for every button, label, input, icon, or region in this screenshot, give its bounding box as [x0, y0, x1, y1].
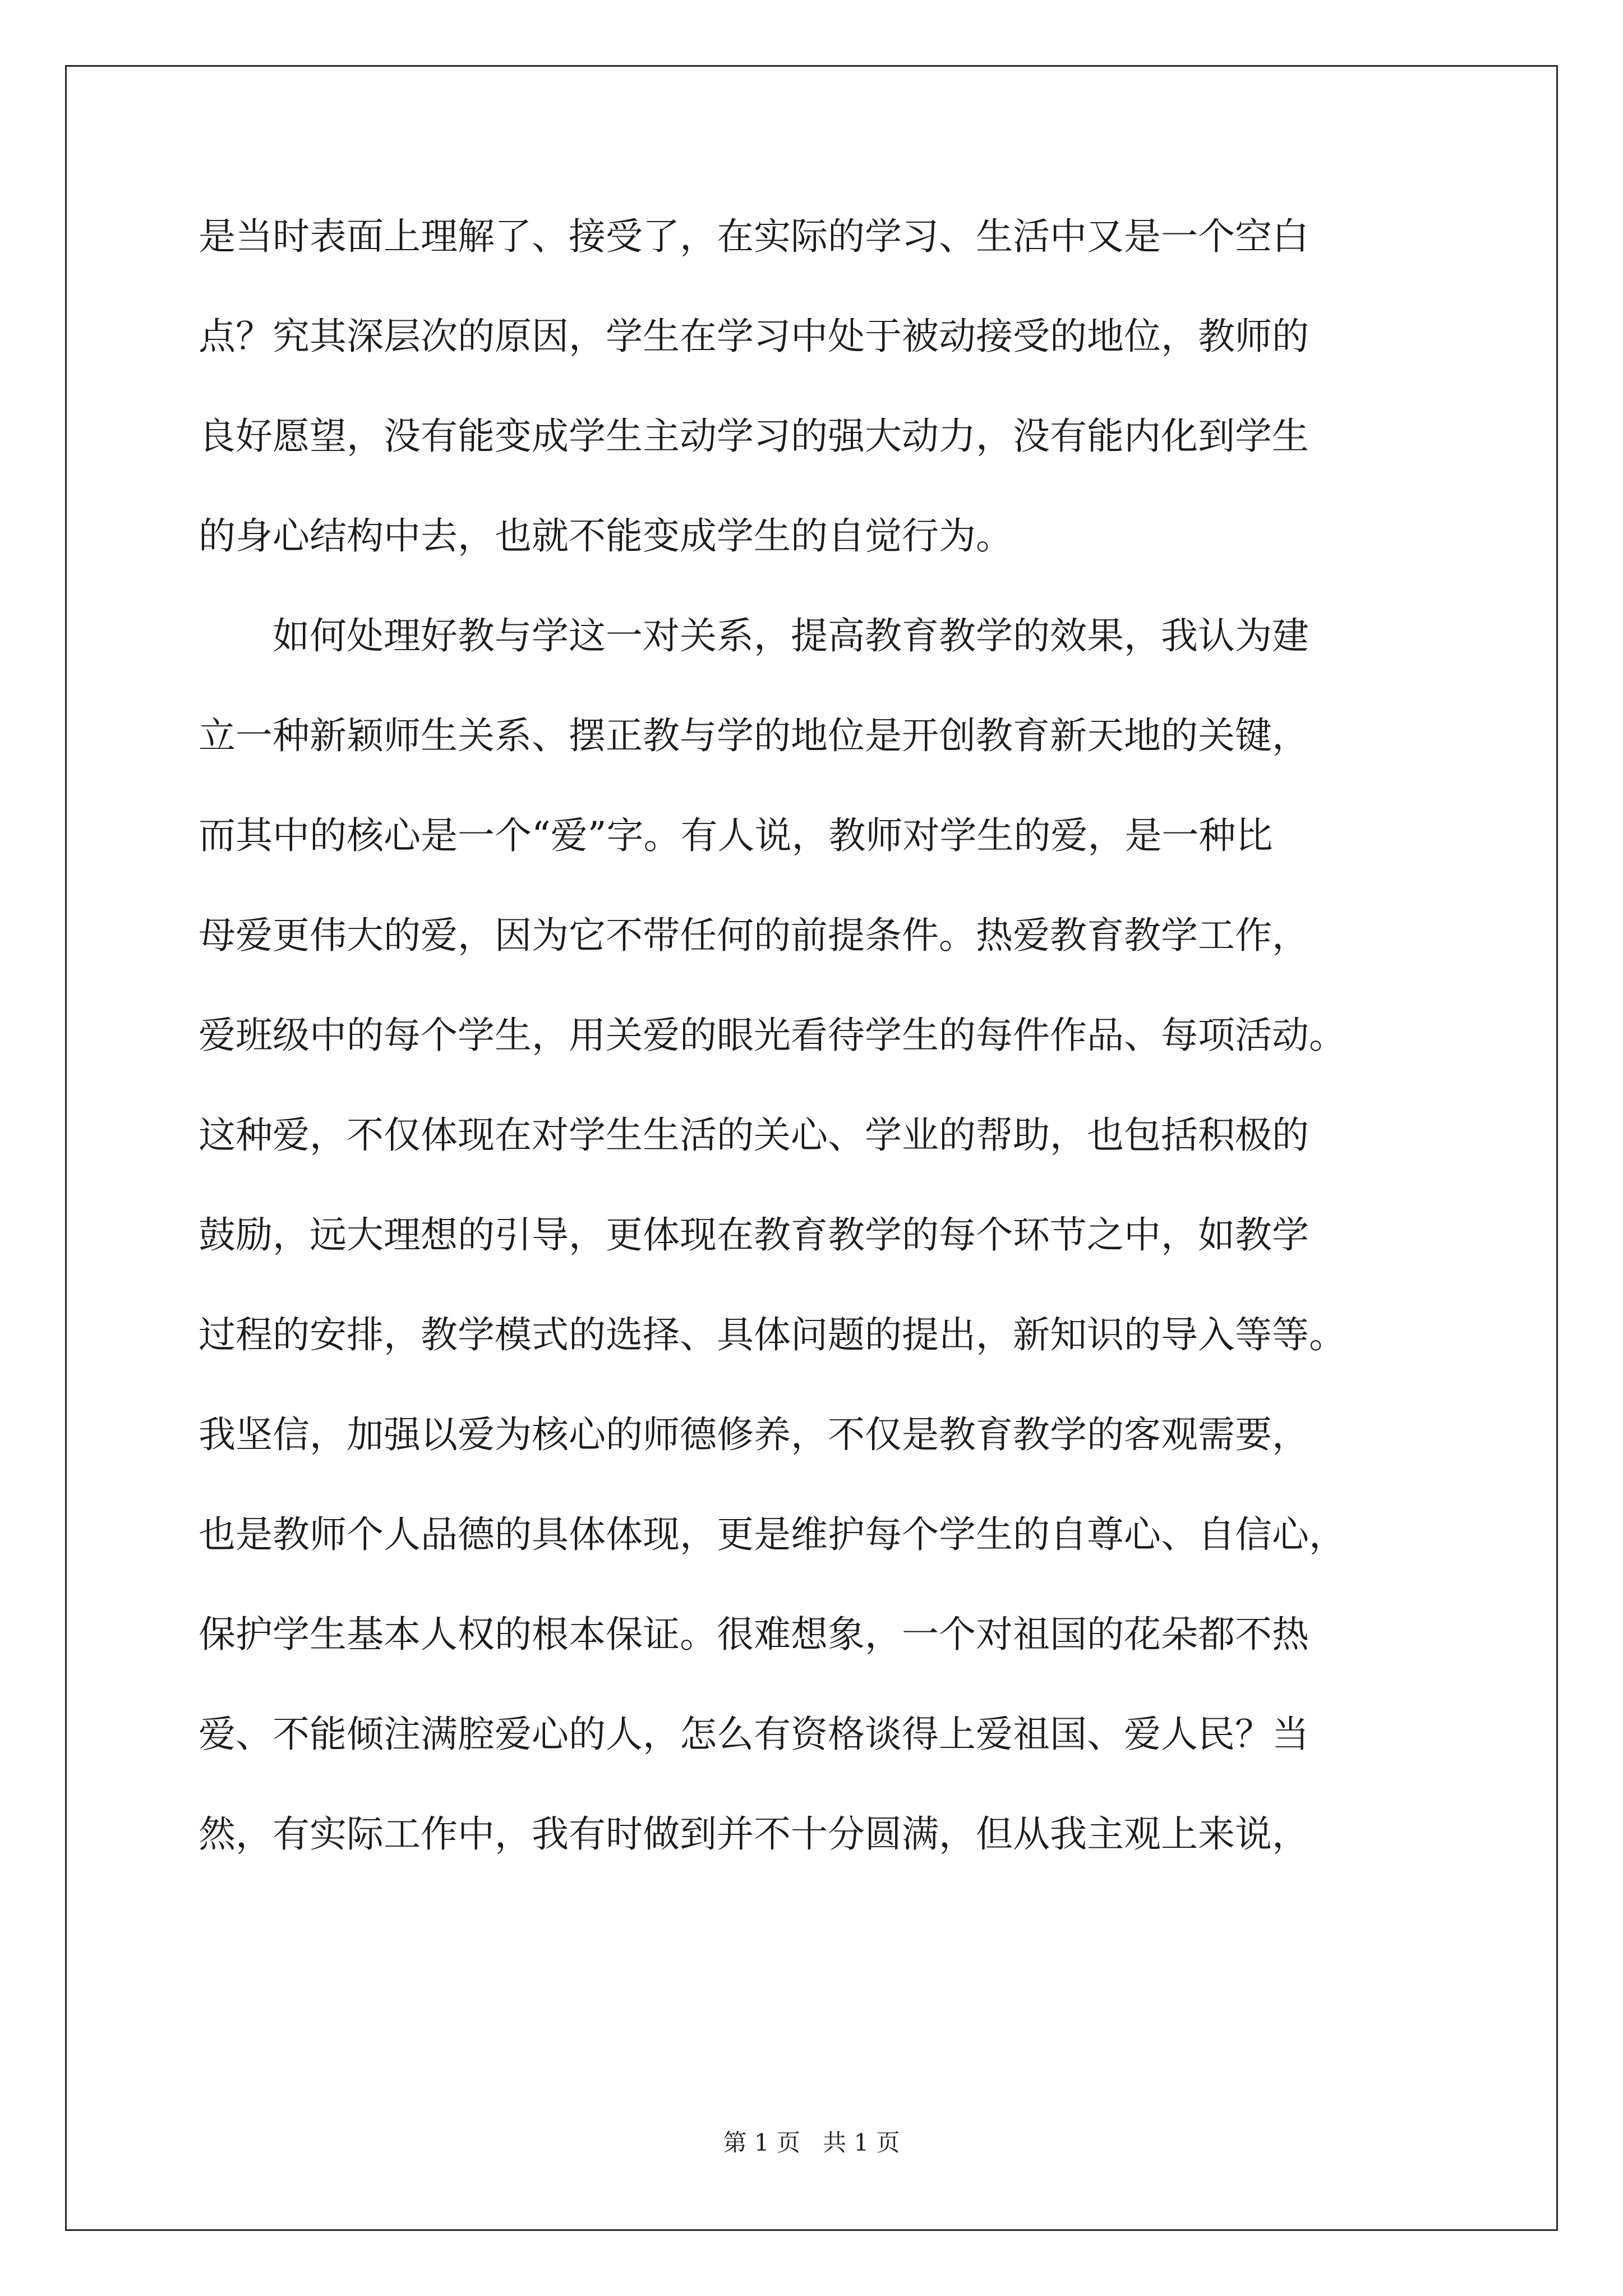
text-line: 然，有实际工作中，我有时做到并不十分圆满，但从我主观上来说， [199, 1812, 1309, 1856]
text-line: 过程的安排，教学模式的选择、具体问题的提出，新知识的导入等等。 [199, 1313, 1346, 1356]
text-line: 鼓励，远大理想的引导，更体现在教育教学的每个环节之中，如教学 [199, 1213, 1309, 1257]
text-line: 是当时表面上理解了、接受了，在实际的学习、生活中又是一个空白 [199, 215, 1309, 258]
text-line: 良好愿望，没有能变成学生主动学习的强大动力，没有能内化到学生 [199, 415, 1309, 458]
text-line: 的身心结构中去，也就不能变成学生的自觉行为。 [199, 514, 1013, 558]
text-line: 保护学生基本人权的根本保证。很难想象，一个对祖国的花朵都不热 [199, 1613, 1309, 1656]
text-line: 点？究其深层次的原因，学生在学习中处于被动接受的地位，教师的 [199, 315, 1309, 358]
text-line: 爱班级中的每个学生，用关爱的眼光看待学生的每件作品、每项活动。 [199, 1014, 1346, 1057]
text-line: 而其中的核心是一个“爱”字。有人说，教师对学生的爱，是一种比 [199, 814, 1273, 857]
text-line: 也是教师个人品德的具体体现，更是维护每个学生的自尊心、自信心， [199, 1513, 1346, 1556]
text-line: 立一种新颖师生关系、摆正教与学的地位是开创教育新天地的关键， [199, 714, 1309, 757]
text-line: 如何处理好教与学这一对关系，提高教育教学的效果，我认为建 [199, 614, 1309, 657]
text-line: 我坚信，加强以爱为核心的师德修养，不仅是教育教学的客观需要， [199, 1413, 1309, 1456]
text-line: 这种爱，不仅体现在对学生生活的关心、学业的帮助，也包括积极的 [199, 1114, 1309, 1157]
text-line: 爱、不能倾注满腔爱心的人，怎么有资格谈得上爱祖国、爱人民？当 [199, 1713, 1309, 1756]
text-line: 母爱更伟大的爱，因为它不带任何的前提条件。热爱教育教学工作， [199, 914, 1309, 957]
page-number-footer: 第 1 页 共 1 页 [723, 2129, 900, 2156]
